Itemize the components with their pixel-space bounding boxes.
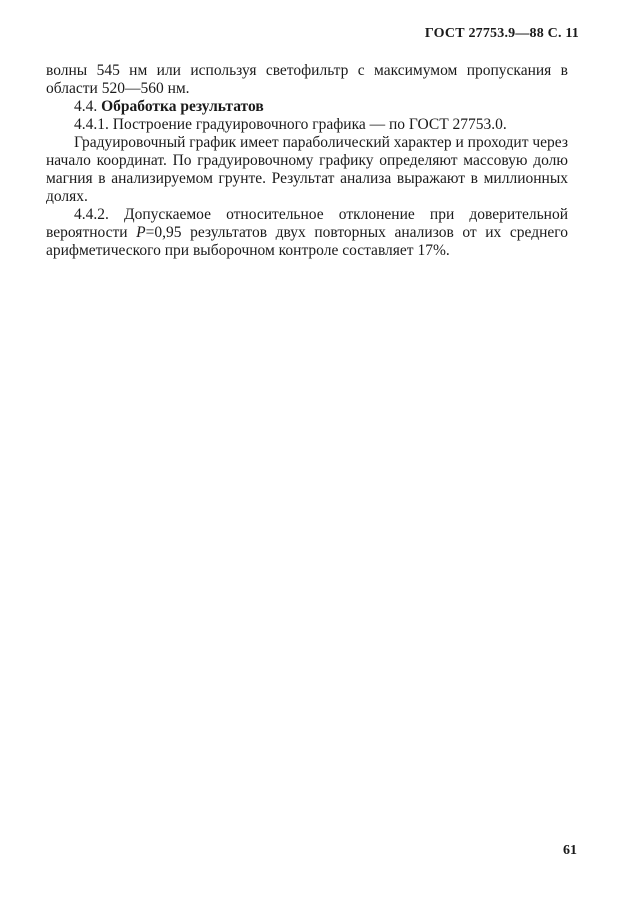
paragraph-4-4-1: 4.4.1. Построение градуировочного графика — по ГОСТ 27753.0.: [74, 116, 507, 133]
section-title: Обработка результатов: [101, 98, 264, 115]
variable-p: P: [136, 224, 146, 241]
paragraph-4-4-2-end: =0,95 результатов двух повторных анализов от их среднего арифметического при выборочном контроле составляет 17%.: [46, 224, 568, 259]
paragraph-continuation: волны 545 нм или используя светофильтр с максимумом пропускания в области 520—560 нм.: [46, 62, 568, 97]
page-number: 61: [563, 843, 577, 858]
running-header: ГОСТ 27753.9—88 С. 11: [424, 26, 579, 41]
document-body: [46, 62, 568, 260]
paragraph-4-4-2-start: 4.4.2. Допускаемое относительное отклонение при доверительной вероятности: [46, 206, 568, 241]
section-heading: [46, 98, 568, 116]
section-number: 4.4.: [74, 98, 98, 115]
paragraph-graph: Градуировочный график имеет параболический характер и проходит через начало координат. По градуировочному графику определяют массовую долю магния в анализируемом грунте. Результат анализа выражают в миллионных долях.: [46, 134, 568, 205]
paragraph-4-4-2: [46, 206, 568, 260]
